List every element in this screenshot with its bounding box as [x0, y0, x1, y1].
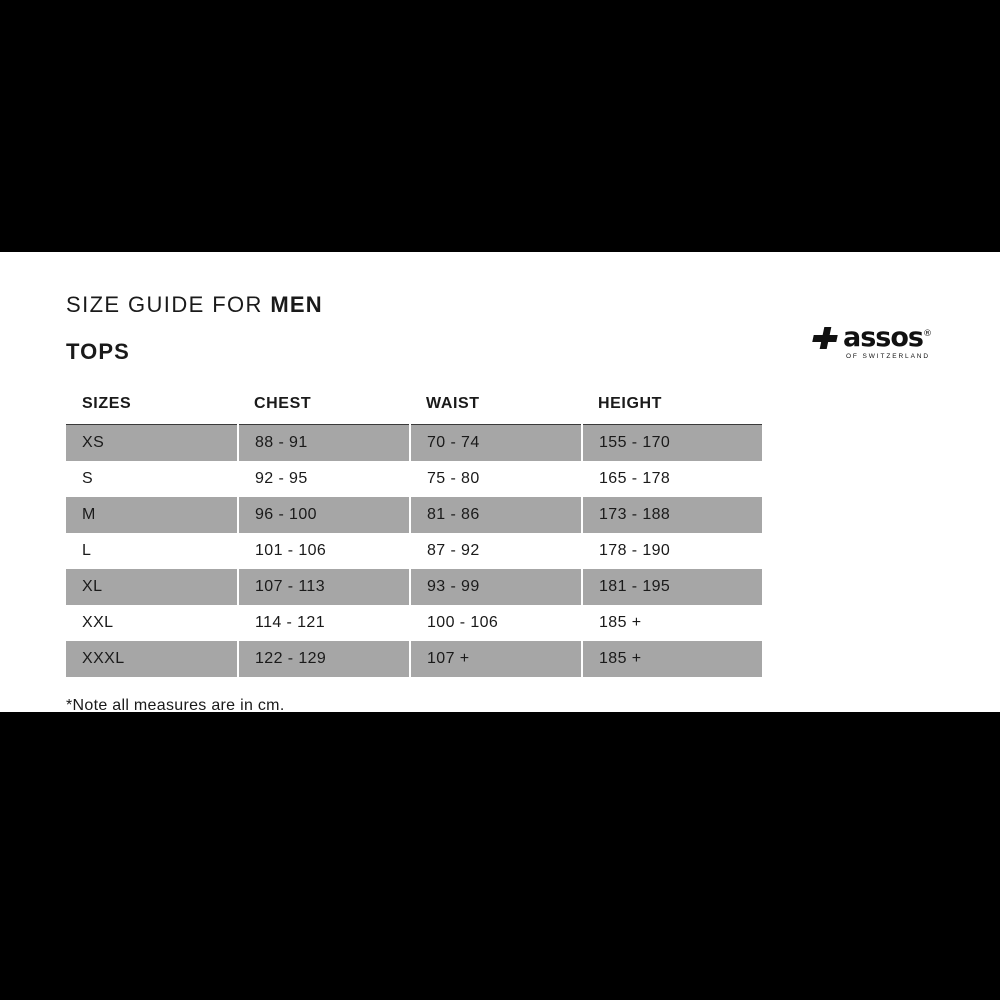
cell-chest: 122 - 129: [238, 641, 410, 677]
column-header-chest: CHEST: [238, 391, 410, 425]
cell-height: 185 +: [582, 605, 762, 641]
section-subtitle: TOPS: [66, 339, 130, 364]
cell-waist: 75 - 80: [410, 461, 582, 497]
table-row: [66, 425, 762, 462]
cell-size: XL: [66, 569, 238, 605]
table-row: [66, 497, 762, 533]
cell-waist: 93 - 99: [410, 569, 582, 605]
cell-chest: 114 - 121: [238, 605, 410, 641]
cell-height: 165 - 178: [582, 461, 762, 497]
brand-registered-mark: ®: [923, 329, 932, 339]
column-header-height: HEIGHT: [582, 391, 762, 425]
page-title-prefix: SIZE GUIDE FOR: [66, 292, 271, 317]
cell-height: 181 - 195: [582, 569, 762, 605]
cell-size: XXL: [66, 605, 238, 641]
cell-size: XXXL: [66, 641, 238, 677]
cell-size: M: [66, 497, 238, 533]
cell-chest: 88 - 91: [238, 425, 410, 462]
measurement-note: *Note all measures are in cm.: [66, 697, 285, 714]
table-header-row: [66, 391, 762, 425]
table-row: [66, 569, 762, 605]
page-title-highlight: MEN: [270, 292, 323, 317]
cell-waist: 70 - 74: [410, 425, 582, 462]
cell-height: 185 +: [582, 641, 762, 677]
size-chart-table: [66, 391, 762, 677]
cell-size: XS: [66, 425, 238, 462]
brand-logo-row: [764, 324, 932, 351]
cell-chest: 101 - 106: [238, 533, 410, 569]
brand-logo: [764, 324, 932, 360]
table-row: [66, 641, 762, 677]
brand-name-text: assos: [843, 322, 923, 353]
size-guide-sheet: [0, 252, 1000, 712]
brand-name: [843, 324, 932, 351]
cell-height: 178 - 190: [582, 533, 762, 569]
cell-waist: 100 - 106: [410, 605, 582, 641]
cell-chest: 107 - 113: [238, 569, 410, 605]
table-row: [66, 605, 762, 641]
cell-waist: 81 - 86: [410, 497, 582, 533]
cell-waist: 87 - 92: [410, 533, 582, 569]
table-row: [66, 461, 762, 497]
cell-chest: 92 - 95: [238, 461, 410, 497]
cell-waist: 107 +: [410, 641, 582, 677]
cell-height: 173 - 188: [582, 497, 762, 533]
table-row: [66, 533, 762, 569]
cell-size: L: [66, 533, 238, 569]
brand-tagline: OF SWITZERLAND: [845, 353, 930, 360]
cell-height: 155 - 170: [582, 425, 762, 462]
page-title: [66, 292, 934, 318]
column-header-sizes: SIZES: [66, 391, 238, 425]
cell-size: S: [66, 461, 238, 497]
column-header-waist: WAIST: [410, 391, 582, 425]
assos-star-icon: [813, 326, 837, 350]
cell-chest: 96 - 100: [238, 497, 410, 533]
